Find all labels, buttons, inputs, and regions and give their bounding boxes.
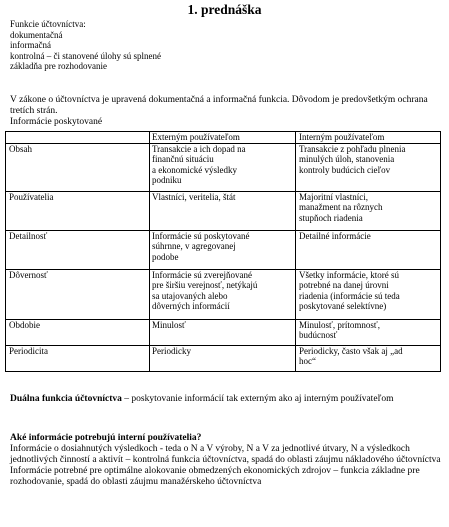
function-item: kontrolná – či stanovené úlohy sú splnené	[10, 50, 161, 61]
table-row	[6, 192, 441, 231]
table-row	[6, 346, 441, 372]
internal-cell	[296, 231, 441, 270]
function-item: dokumentačná	[10, 29, 63, 40]
external-cell	[150, 231, 296, 270]
cell-line: kontroly budúcich cieľov	[299, 164, 391, 175]
cell-line: hoc“	[299, 356, 316, 367]
table-row	[6, 144, 441, 192]
table-header-cell	[6, 132, 150, 144]
table-row	[6, 270, 441, 320]
cell-line: pre širšiu verejnosť, netýkajú	[152, 280, 258, 291]
row-label: Periodicita	[6, 346, 150, 372]
external-cell	[150, 320, 296, 346]
row-label: Používatelia	[6, 192, 150, 231]
cell-line: a ekonomické výsledky	[152, 164, 237, 175]
row-label: Detailnosť	[6, 231, 150, 270]
table-caption: Informácie poskytované	[10, 117, 103, 127]
function-item: základňa pre rozhodovanie	[10, 61, 107, 71]
functions-heading: Funkcie účtovníctva:	[10, 19, 86, 29]
cell-line: sa utajovaných alebo	[152, 290, 228, 301]
functions-list	[10, 19, 161, 72]
cell-line: riadenia (informácie sú teda	[299, 290, 400, 301]
section-paragraph: Informácie potrebné pre optimálne alokovanie obmedzených ekonomických zdrojov – funkcia základne pre rozhodovanie, spadá do oblasti záujmu manažérskeho účtovníctva	[10, 466, 420, 487]
cell-line: minulých úloh, stanovenia	[299, 154, 395, 165]
table-header-cell: Externým používateľom	[150, 132, 296, 144]
cell-line: Transakcie a ich dopad na	[152, 144, 246, 154]
cell-line: Informácie sú zverejňované	[152, 270, 252, 280]
section-paragraph: Informácie o dosiahnutých výsledkoch - teda o N a V výroby, N a V za jednotlivé útvary, N a výsledkoch jednotlivých činností a aktivít – kontrolná funkcia účtovníctva, spadá do oblasti záujmu nákladového účtovníctva	[10, 444, 441, 465]
row-label: Obsah	[6, 144, 150, 192]
dual-function-term: Duálna funkcia účtovníctva	[10, 394, 122, 404]
external-cell	[150, 346, 296, 372]
cell-line: Majoritní vlastníci,	[299, 192, 368, 202]
intro-paragraph: V zákone o účtovníctva je upravená dokumentačná a informačná funkcia. Dôvodom je predovšetkým ochrana tretích strán.	[10, 95, 428, 116]
cell-line: Periodicky, často však aj „ad	[299, 346, 403, 356]
external-cell	[150, 144, 296, 192]
internal-cell	[296, 192, 441, 231]
cell-line: Vlastníci, veritelia, štát	[152, 192, 236, 202]
cell-line: stupňoch riadenia	[299, 212, 363, 223]
cell-line: Minulosť, prítomnosť,	[299, 320, 380, 330]
section-heading: Aké informácie potrebujú interní používatelia?	[10, 433, 202, 443]
internal-cell	[296, 270, 441, 320]
cell-line: Minulosť	[152, 320, 186, 330]
cell-line: Informácie sú poskytované	[152, 231, 250, 241]
cell-line: manažment na rôznych	[299, 202, 383, 213]
table-header-row	[6, 132, 441, 144]
external-cell	[150, 270, 296, 320]
cell-line: Detailné informácie	[299, 231, 371, 241]
internal-users-section	[10, 433, 442, 488]
cell-line: poskytované selektívne)	[299, 301, 387, 312]
cell-line: Transakcie z pohľadu plnenia	[299, 144, 406, 154]
cell-line: budúcnosť	[299, 330, 338, 341]
internal-cell	[296, 144, 441, 192]
cell-line: Periodicky	[152, 346, 191, 356]
dual-function-text: – poskytovanie informácií tak externým ako aj interným používateľom	[121, 394, 394, 404]
cell-line: podniku	[152, 175, 182, 186]
cell-line: podobe	[152, 251, 179, 262]
row-label: Dôvernosť	[6, 270, 150, 320]
table-row	[6, 231, 441, 270]
function-item: informačná	[10, 40, 51, 50]
lecture-title: 1. prednáška	[187, 2, 262, 17]
row-label: Obdobie	[6, 320, 150, 346]
internal-cell	[296, 320, 441, 346]
cell-line: potrebné na danej úrovni	[299, 280, 389, 291]
external-cell	[150, 192, 296, 231]
table-header-cell: Interným používateľom	[296, 132, 441, 144]
table-row	[6, 320, 441, 346]
cell-line: dôverných informácií	[152, 301, 230, 312]
internal-cell	[296, 346, 441, 372]
info-table	[5, 131, 441, 372]
intro-section	[10, 95, 430, 128]
dual-function-paragraph	[10, 394, 438, 405]
cell-line: súhrnne, v agregovanej	[152, 241, 236, 252]
cell-line: Všetky informácie, ktoré sú	[299, 270, 399, 280]
cell-line: finančnú situáciu	[152, 154, 214, 165]
